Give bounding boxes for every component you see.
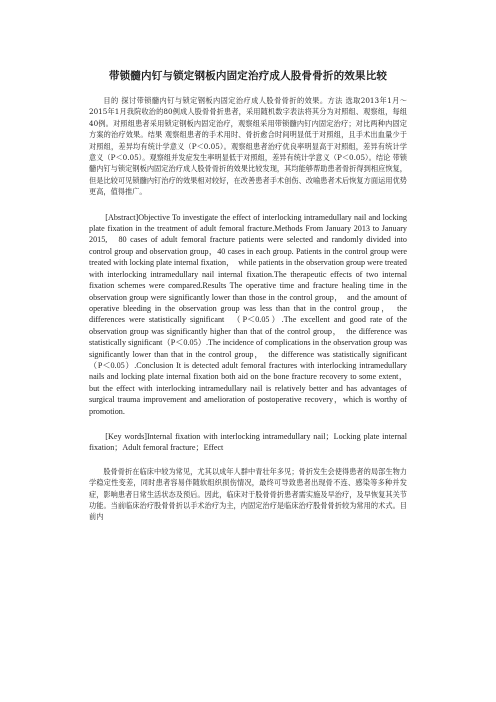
- abstract-english: [Abstract]Objective To investigate the effect of interlocking intramedullary nail and locking plate fixation in the treatment of adult femoral fracture.Methods From January 2013 to January 2015, 80 cases of adult femoral fracture patients were selected and randomly divided into control group and observation group，40 cases in each group. Patients in the control group were treated with locking plate internal fixation， while patients in the observation group were treated with interlocking intramedullary nail internal fixation.The therapeutic effects of two internal fixation schemes were compared.Results The operative time and fracture healing time in the observation group were significantly lower than those in the control group， and the amount of operative bleeding in the observation group was less than that in the control group， the differences were statistically significant （P＜0.05）.The excellent and good rate of the observation group was significantly higher than that of the control group， the difference was statistically significant（P＜0.05）.The incidence of complications in the observation group was significantly lower than that in the control group， the difference was statistically significant （P＜0.05）.Conclusion It is detected adult femoral fractures with interlocking intramedullary nails and locking plate internal fixation both aid on the bone fracture recovery to some extent，but the effect with interlocking intramedullary nail is relatively better and has advantages of surgical trauma improvement and amelioration of postoperative recovery，which is worthy of promotion.: [89, 212, 416, 416]
- keywords-english: [Key words]Internal fixation with interlocking intramedullary nail；Locking plate internal fixation；Adult femoral fracture；Effect: [89, 431, 407, 453]
- abstract-chinese: 目的 探讨带锁髓内钉与锁定钢板内固定治疗成人股骨骨折的效果。方法 选取2013年1月～2015年1月我院收治的80例成人股骨骨折患者，采用随机数字表法将其分为对照组、观察组，每组40例。对照组患者采用锁定钢板内固定治疗，观察组采用带锁髓内钉内固定治疗；对比两种内固定方案的治疗效果。结果 观察组患者的手术用时、骨折愈合时间明显低于对照组，且手术出血量少于对照组，差异均有统计学意义（P＜0.05）。观察组患者治疗优良率明显高于对照组，差异有统计学意义（P＜0.05）。观察组并发症发生率明显低于对照组，差异有统计学意义（P＜0.05）。结论 带锁髓内钉与锁定钢板内固定治疗成人股骨骨折的效果比较发现，其均能够帮助患者骨折得到相应恢复，但是比较可见锁髓内钉治疗的效果相对较好，在改善患者手术创伤、改喻患者术后恢复方面运用优势更高，值得推广。: [89, 96, 407, 197]
- paper-title: 带锁髓内钉与锁定钢板内固定治疗成人股骨骨折的效果比较: [108, 70, 388, 82]
- body-paragraph: 股骨骨折在临床中较为常见，尤其以成年人群中青壮年多见；骨折发生会使得患者的局部生物力学稳定性变差，同时患者容易伴随软组织损伤情况，最终可导致患者出现骨不连、感染等多种并发症，影响患者日常生活状态及预后。因此，临床对于股骨骨折患者需实施及早治疗，及早恢复其关节功能。当前临床治疗股骨骨折以手术治疗为主，内固定治疗是临床治疗股骨骨折较为常用的术式。目前内: [89, 466, 407, 522]
